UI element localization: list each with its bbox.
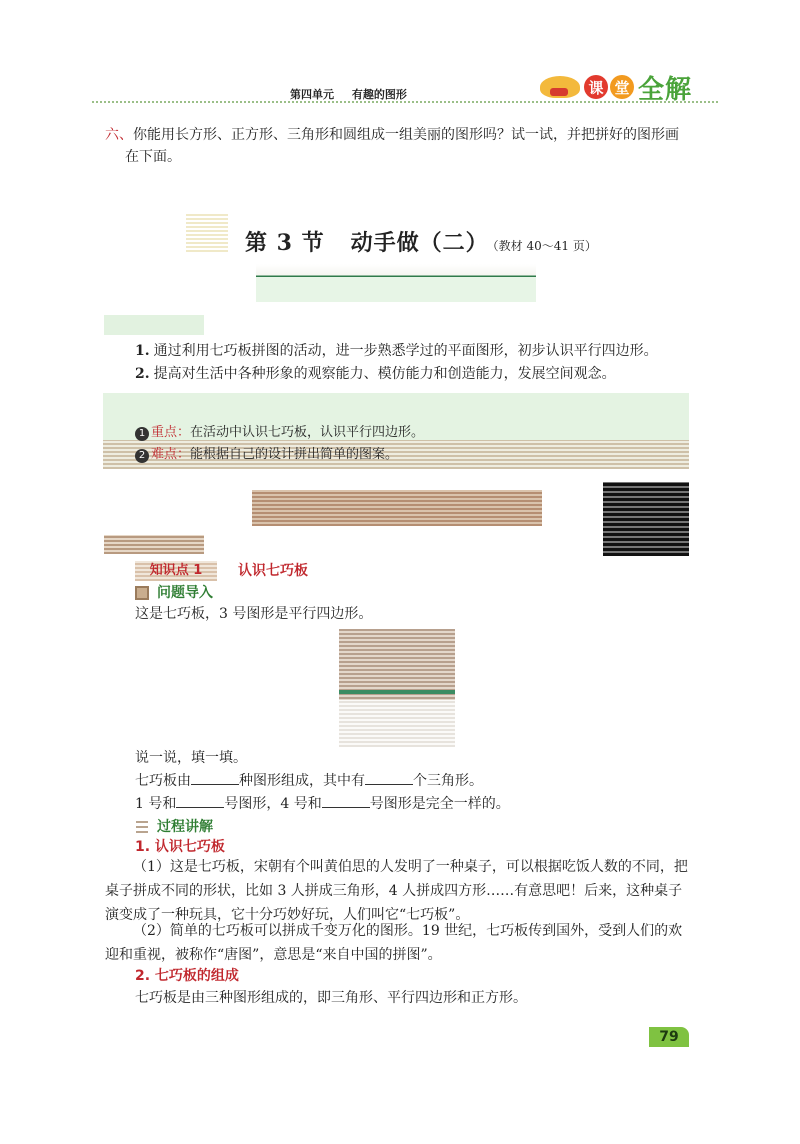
tangram-divider	[339, 690, 455, 694]
knowledge-point-tag: 知识点 1	[135, 561, 217, 581]
running-header	[290, 86, 421, 102]
subsection-2-text: 七巧板是由三种图形组成的，即三角形、平行四边形和正方形。	[135, 990, 527, 1006]
paragraph-1: （1）这是七巧板，宋朝有个叫黄伯思的人发明了一种桌子，可以根据吃饭人数的不同，把桌子拼成不同的形状，比如 3 人拼成三角形，4 人拼成四方形……有意思吧！后来，这种桌子演变成了一种玩具，它十分巧妙好玩，人们叫它“七巧板”。	[105, 859, 688, 923]
paragraph-2: （2）简单的七巧板可以拼成千变万化的图形。19 世纪，七巧板传到国外，受到人们的欢迎和重视，被称作“唐图”，意思是“来自中国的拼图”。	[105, 923, 683, 963]
brand-char-2: 堂	[610, 75, 634, 99]
process-heading: 过程讲解	[135, 818, 213, 836]
page-number: 79	[649, 1027, 689, 1047]
goals-tab	[104, 315, 204, 335]
goal-item: 1. 通过利用七巧板拼图的活动，进一步熟悉学过的平面图形，初步认识平行四边形。	[135, 343, 658, 359]
fill-line-2: 1 号和 号图形，4 号和 号图形是完全一样的。	[135, 793, 510, 815]
bear-mascot-icon	[540, 76, 580, 98]
section-banner	[256, 264, 536, 302]
question-text-line1: 你能用长方形、正方形、三角形和圆组成一组美丽的图形吗？试一试，并把拼好的图形画	[133, 127, 679, 143]
section-subtitle: 动手做（二）	[350, 230, 489, 256]
subsection-1-title: 1. 认识七巧板	[135, 839, 225, 855]
brand-char-3: 全解	[638, 74, 693, 105]
book-icon	[135, 586, 149, 600]
fill-line-1: 七巧板由 种图形组成，其中有 个三角形。	[135, 770, 483, 792]
question-text-line2: 在下面。	[125, 149, 181, 165]
question-6	[105, 124, 705, 168]
difficult-point: 2 难点：能根据自己的设计拼出简单的图案。	[135, 443, 398, 463]
section-title	[245, 226, 597, 257]
intro-statement: 这是七巧板，3 号图形是平行四边形。	[135, 606, 373, 622]
subsection-2-title: 2. 七巧板的组成	[135, 968, 239, 984]
question-number: 六、	[105, 127, 133, 143]
knowledge-point-title: 认识七巧板	[238, 563, 308, 579]
lesson-banner	[252, 490, 542, 526]
key-point: 1 重点：在活动中认识七巧板，认识平行四边形。	[135, 421, 424, 441]
section-number: 第 3 节	[245, 230, 325, 256]
fill-instruction: 说一说，填一填。	[135, 750, 247, 766]
dark-decoration	[603, 482, 689, 556]
unit-label: 第四单元	[290, 88, 334, 101]
brand-logo	[540, 72, 693, 105]
answer-blank[interactable]	[365, 770, 413, 785]
goal-item: 2. 提高对生活中各种形象的观察能力、模仿能力和创造能力，发展空间观念。	[135, 366, 616, 382]
brand-char-1: 课	[584, 75, 608, 99]
section-decoration	[186, 212, 228, 252]
tangram-figure-lower	[339, 700, 455, 747]
textbook-reference: （教材 40～41 页）	[492, 239, 597, 253]
answer-blank[interactable]	[191, 770, 239, 785]
answer-blank[interactable]	[176, 793, 224, 808]
answer-blank[interactable]	[322, 793, 370, 808]
unit-topic: 有趣的图形	[351, 88, 407, 101]
notes-icon	[135, 820, 149, 834]
side-banner	[104, 535, 204, 554]
problem-intro-heading: 问题导入	[135, 584, 213, 602]
